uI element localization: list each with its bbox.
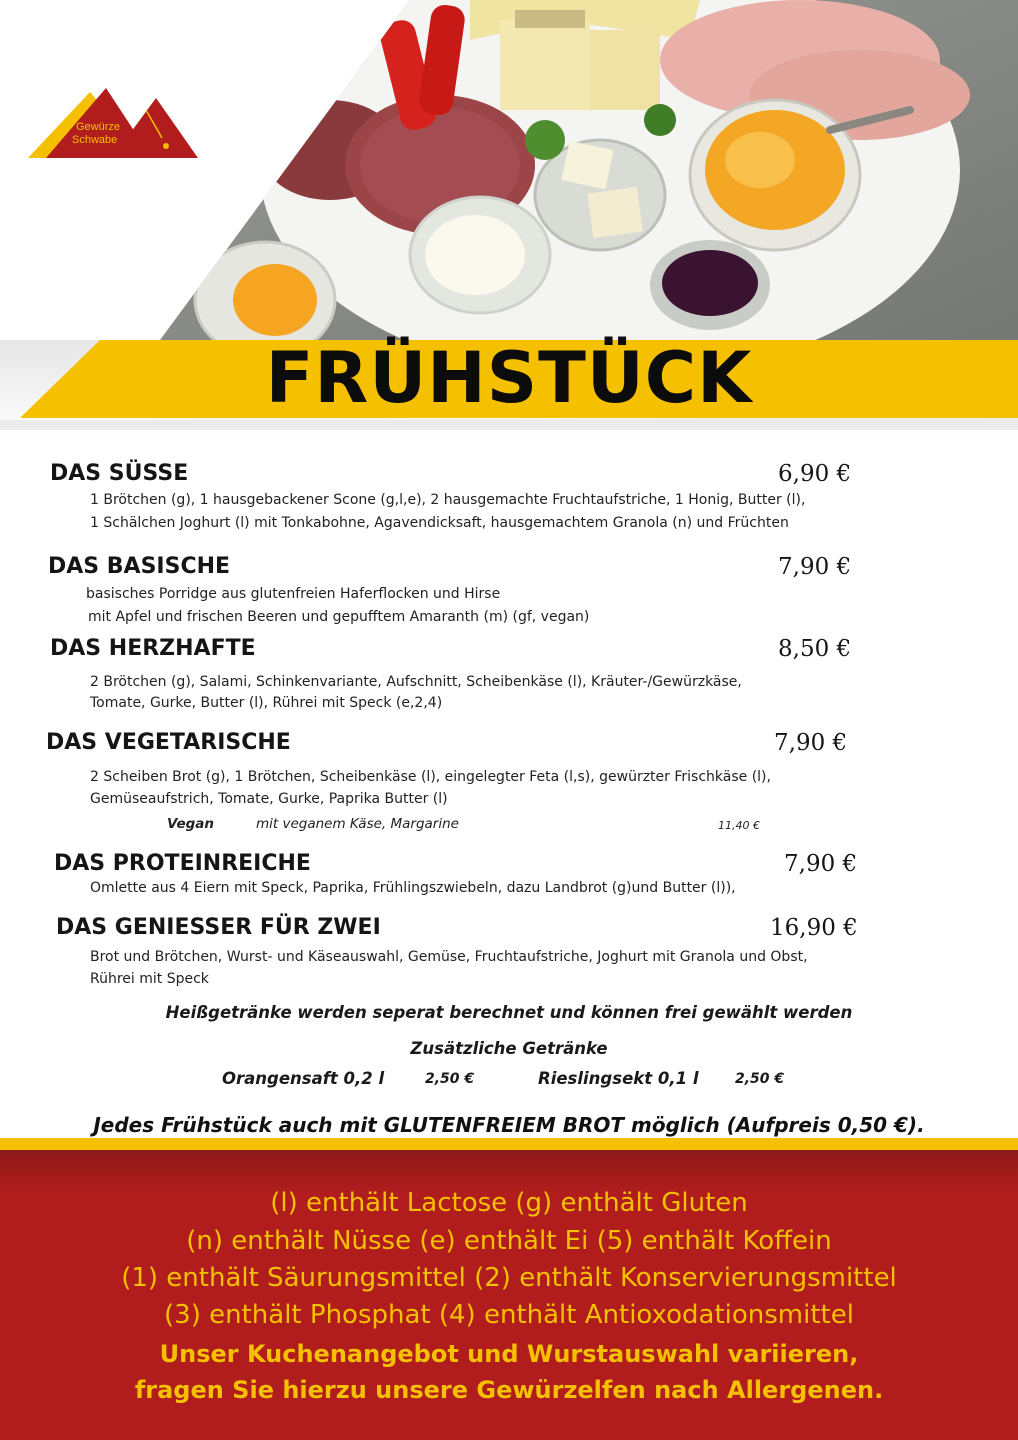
allergen-line: (3) enthält Phosphat (4) enthält Antioxodationsmittel xyxy=(164,1300,854,1330)
vegan-price: 11,40 € xyxy=(718,819,760,832)
menu-item-price: 8,50 € xyxy=(778,636,852,662)
gluten-free-note: Jedes Frühstück auch mit GLUTENFREIEM BROT möglich (Aufpreis 0,50 €). xyxy=(93,1113,925,1137)
vegan-text: mit veganem Käse, Margarine xyxy=(256,816,459,832)
vegan-label: Vegan xyxy=(167,816,215,832)
allergen-note: fragen Sie hierzu unsere Gewürzelfen nach Allergenen. xyxy=(134,1376,884,1404)
menu-item-price: 7,90 € xyxy=(778,554,852,580)
menu-item-desc: Gemüseaufstrich, Tomate, Gurke, Paprika Butter (l) xyxy=(90,791,448,807)
drink-price: 2,50 € xyxy=(735,1071,785,1087)
menu-item-desc: Tomate, Gurke, Butter (l), Rührei mit Speck (e,2,4) xyxy=(90,695,443,711)
menu-item-desc: mit Apfel und frischen Beeren und gepufftem Amaranth (m) (gf, vegan) xyxy=(88,609,590,625)
menu-item-desc: Rührei mit Speck xyxy=(90,971,209,987)
brand-logo xyxy=(28,82,200,162)
drink-name: Orangensaft 0,2 l xyxy=(222,1069,385,1088)
logo-text xyxy=(72,121,121,147)
allergen-note: Unser Kuchenangebot und Wurstauswahl variieren, xyxy=(159,1340,859,1368)
drink-name: Rieslingsekt 0,1 l xyxy=(538,1069,699,1088)
logo-line-2: Schwabe xyxy=(72,134,118,146)
logo-line-1: Gewürze xyxy=(76,121,121,133)
menu-item-title: DAS HERZHAFTE xyxy=(50,636,256,661)
allergen-line: (l) enthält Lactose (g) enthält Gluten xyxy=(270,1188,748,1218)
menu-item-title: DAS VEGETARISCHE xyxy=(46,730,291,755)
menu-item-desc: 2 Scheiben Brot (g), 1 Brötchen, Scheibenkäse (l), eingelegter Feta (l,s), gewürzter Frischkäse (l), xyxy=(90,769,771,785)
page-title: FRÜHSTÜCK xyxy=(265,337,753,419)
menu-item-title: DAS SÜSSE xyxy=(50,461,189,486)
menu-item-desc: Brot und Brötchen, Wurst- und Käseauswahl, Gemüse, Fruchtaufstriche, Joghurt mit Granola und Obst, xyxy=(90,949,808,965)
extra-drinks-title: Zusätzliche Getränke xyxy=(410,1039,608,1058)
allergen-line: (n) enthält Nüsse (e) enthält Ei (5) enthält Koffein xyxy=(186,1226,832,1256)
menu-item-title: DAS PROTEINREICHE xyxy=(54,851,311,876)
menu-item-desc: 1 Brötchen (g), 1 hausgebackener Scone (g,l,e), 2 hausgemachte Fruchtaufstriche, 1 Honig, Butter (l), xyxy=(90,492,806,508)
menu-item-price: 7,90 € xyxy=(774,730,848,756)
menu-item-desc: 1 Schälchen Joghurt (l) mit Tonkabohne, Agavendicksaft, hausgemachtem Granola (n) und Früchten xyxy=(90,515,789,531)
allergen-line: (1) enthält Säurungsmittel (2) enthält Konservierungsmittel xyxy=(121,1263,897,1293)
menu-item-price: 7,90 € xyxy=(784,851,858,877)
menu-item-price: 16,90 € xyxy=(770,915,858,941)
drink-price: 2,50 € xyxy=(425,1071,475,1087)
menu-item-desc: Omlette aus 4 Eiern mit Speck, Paprika, Frühlingszwiebeln, dazu Landbrot (g)und Butter (l)), xyxy=(90,880,736,896)
menu-item-title: DAS BASISCHE xyxy=(48,554,231,579)
menu-item-desc: basisches Porridge aus glutenfreien Haferflocken und Hirse xyxy=(86,586,501,602)
menu-item-price: 6,90 € xyxy=(778,461,852,487)
hot-drinks-note: Heißgetränke werden seperat berechnet und können frei gewählt werden xyxy=(165,1003,853,1022)
menu-item-desc: 2 Brötchen (g), Salami, Schinkenvariante, Aufschnitt, Scheibenkäse (l), Kräuter-/Gewürzkäse, xyxy=(90,674,742,690)
menu-item-title: DAS GENIESSER FÜR ZWEI xyxy=(56,915,381,940)
